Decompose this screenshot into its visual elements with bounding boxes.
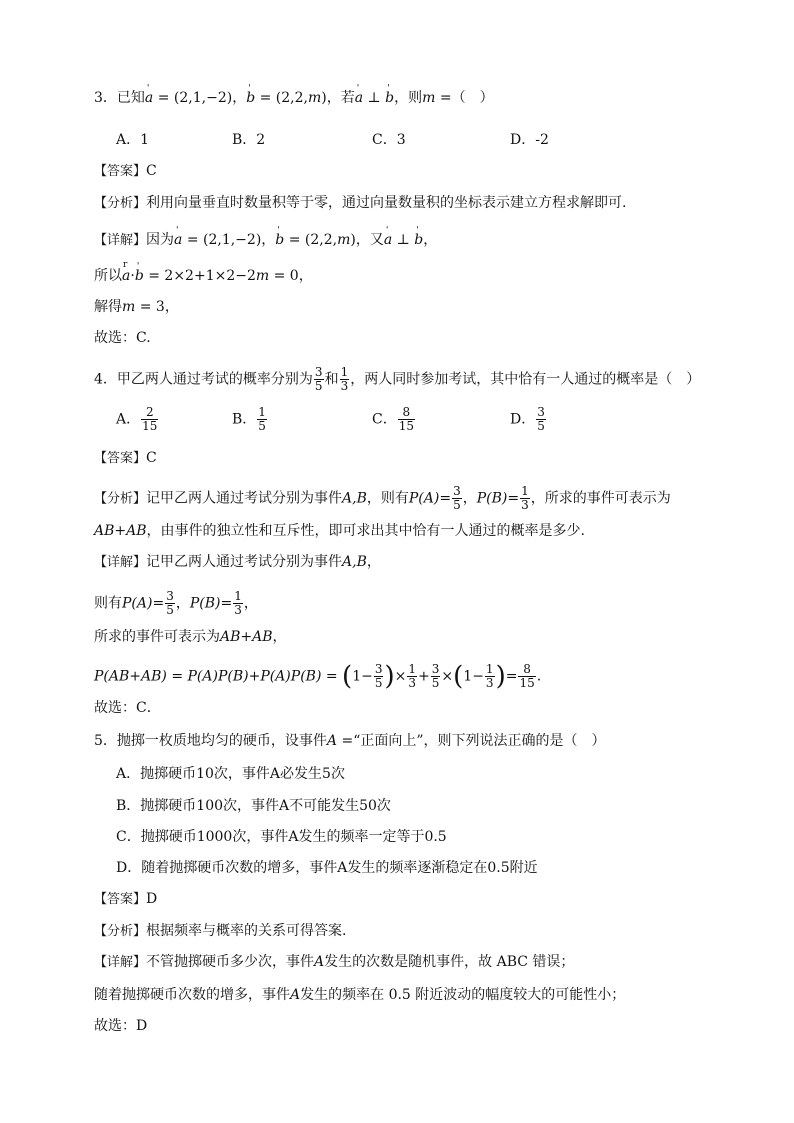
q5-detail-line-2: 随着抛掷硬币次数的增多，事件A发生的频率在 0.5 附近波动的幅度较大的可能性小； xyxy=(94,987,626,1003)
detail-tag: 【详解】 xyxy=(94,555,147,570)
q5-option-c: C．抛掷硬币1000次，事件A发生的频率一定等于0.5 xyxy=(116,829,447,845)
q5-detail-line-1: 【详解】不管抛掷硬币多少次，事件A发生的次数是随机事件，故 ABC 错误； xyxy=(94,954,575,970)
q5-option-a: A．抛掷硬币10次，事件A必发生5次 xyxy=(116,766,345,782)
answer-tag: 【答案】 xyxy=(94,164,147,179)
q4-answer: 【答案】C xyxy=(94,450,157,466)
answer-tag: 【答案】 xyxy=(94,451,147,466)
q3-option-b: B．2 xyxy=(232,132,266,148)
q4-conclusion: 故选：C． xyxy=(94,700,161,716)
q4-detail-line-3: 所求的事件可表示为AB+AB， xyxy=(94,629,287,645)
fraction: $\frac{1}{3}$ xyxy=(340,365,349,393)
q3-analysis: 【分析】利用向量垂直时数量积等于零，通过向量数量积的坐标表示建立方程求解即可. xyxy=(94,195,627,211)
q3-answer: 【答案】C xyxy=(94,163,157,179)
q3-option-a: A．1 xyxy=(116,132,150,148)
fraction: $\frac{3}{5}$ xyxy=(314,365,323,393)
q5-option-b: B．抛掷硬币100次，事件A不可能发生50次 xyxy=(116,798,391,814)
q5-analysis: 【分析】根据频率与概率的关系可得答案. xyxy=(94,923,347,939)
answer-tag: 【答案】 xyxy=(94,892,147,907)
q5-option-d: D．随着抛掷硬币次数的增多，事件A发生的频率逐渐稳定在0.5附近 xyxy=(116,860,538,876)
q3-detail-line-2: 所以 r a·' b = 2×2+1×2−2m = 0， xyxy=(94,266,313,286)
detail-tag: 【详解】 xyxy=(94,233,147,248)
q4-option-d: D． $\frac{3}{5}$ xyxy=(510,405,545,433)
analysis-tag: 【分析】 xyxy=(94,196,147,211)
q3-option-d: D．-2 xyxy=(510,132,549,148)
q4-option-b: B． $\frac{1}{5}$ xyxy=(232,405,266,433)
q4-detail-line-4: P(AB+AB) = P(A)P(B)+P(A)P(B) = (1− $\frac{3}{5}$ )× $\frac{1}{3}$ + $\frac{3}{5}$ ×(1− $\frac{1}{3}$ )= $\frac{8}{15}$ . xyxy=(94,661,542,692)
q5-conclusion: 故选：D xyxy=(94,1018,148,1034)
q4-analysis-line-2: AB+AB，由事件的独立性和互斥性，即可求出其中恰有一人通过的概率是多少. xyxy=(94,523,585,539)
analysis-tag: 【分析】 xyxy=(94,924,147,939)
q5-answer: 【答案】D xyxy=(94,891,158,907)
detail-tag: 【详解】 xyxy=(94,955,147,970)
q4-analysis-line-1: 【分析】记甲乙两人通过考试分别为事件A,B，则有P(A)= $\frac{3}{5}$ ，P(B)= $\frac{1}{3}$ ，所求的事件可表示为 xyxy=(94,484,671,512)
q5-stem: 5．抛掷一枚质地均匀的硬币，设事件A =“正面向上”，则下列说法正确的是（ ） xyxy=(94,733,606,749)
q4-option-c: C． $\frac{8}{15}$ xyxy=(372,405,414,433)
q3-stem: 3．已知' a = (2,1,−2)，' b = (2,2,m)，若' a ⊥ ' b，则m =（ ） xyxy=(94,88,494,108)
q3-detail-line-3: 解得m = 3， xyxy=(94,299,179,315)
q3-option-c: C．3 xyxy=(372,132,406,148)
q3-detail-line-1: 【详解】因为' a = (2,1,−2)，' b = (2,2,m)，又' a ⊥ ' b， xyxy=(94,230,437,250)
q4-option-a: A． $\frac{2}{15}$ xyxy=(116,405,158,433)
analysis-tag: 【分析】 xyxy=(94,491,147,507)
q4-stem: 4．甲乙两人通过考试的概率分别为 $\frac{3}{5}$ 和 $\frac{1}{3}$ ，两人同时参加考试，其中恰有一人通过的概率是（ ） xyxy=(94,365,701,393)
q4-detail-line-1: 【详解】记甲乙两人通过考试分别为事件A,B， xyxy=(94,554,381,570)
q4-detail-line-2: 则有P(A)= $\frac{3}{5}$ ，P(B)= $\frac{1}{3}$ ， xyxy=(94,589,258,617)
q3-conclusion: 故选：C. xyxy=(94,330,151,346)
